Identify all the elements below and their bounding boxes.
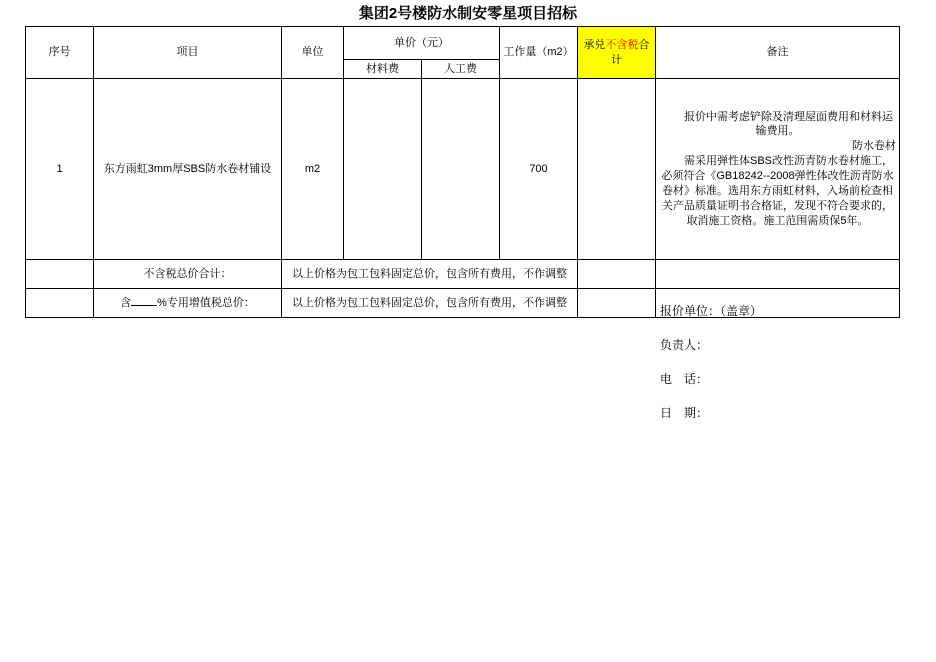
cell-remark	[656, 79, 900, 260]
signature-phone	[660, 373, 762, 385]
header-remark: 备注	[656, 27, 900, 79]
bid-table	[25, 26, 900, 318]
total-excl-tax-label: 不含税总价合计：	[94, 260, 282, 289]
header-material-fee: 材料费	[344, 60, 422, 79]
table-row	[26, 79, 900, 260]
header-unit-price-group: 单价（元）	[344, 27, 500, 60]
cell-item: 东方雨虹3mm厚SBS防水卷材铺设	[94, 79, 282, 260]
total-excl-tax-remark	[656, 260, 900, 289]
total-excl-tax-amount[interactable]	[578, 260, 656, 289]
total-incl-tax-label-prefix: 含	[120, 296, 132, 309]
cell-material-fee[interactable]	[344, 79, 422, 260]
remark-line-1: 报价中需考虑铲除及清理屋面费用和材料运输费用。	[684, 110, 893, 138]
cell-seq: 1	[26, 79, 94, 260]
cell-workload: 700	[500, 79, 578, 260]
total-incl-tax-label	[94, 289, 282, 318]
total-excl-tax-value: 以上价格为包工包料固定总价，包含所有费用，不作调整	[282, 260, 578, 289]
signature-date-label: 日	[660, 406, 685, 420]
page-title: 集团2号楼防水制安零星项目招标	[358, 5, 578, 22]
total-incl-tax-row	[26, 289, 900, 318]
cell-acceptance-total[interactable]	[578, 79, 656, 260]
signature-phone-label: 电	[660, 372, 685, 386]
total-excl-tax-row	[26, 260, 900, 289]
signature-company: 报价单位：（盖章）	[660, 304, 763, 318]
signature-principal: 负责人：	[660, 338, 709, 352]
header-acceptance-total	[578, 27, 656, 79]
header-labor-fee: 人工费	[422, 60, 500, 79]
total-incl-tax-label-suffix: %专用增值税总价：	[157, 296, 255, 309]
header-item: 项目	[94, 27, 282, 79]
header-acceptance-red: 不含税	[605, 38, 639, 51]
signature-date	[660, 407, 762, 419]
header-unit: 单位	[282, 27, 344, 79]
cell-labor-fee[interactable]	[422, 79, 500, 260]
signature-phone-label2: 话：	[684, 372, 709, 386]
signature-date-label2: 期：	[684, 406, 709, 420]
header-seq: 序号	[26, 27, 94, 79]
remark-line-2: 需采用弹性体SBS改性沥青防水卷材施工，必须符合《GB18242--2008弹性体改性沥青防水卷材》标准。选用东方雨虹材料，入场前检查相关产品质量证明书合格证，发现不符合要求的，取消施工资格。施工范围需质保5年。	[661, 155, 894, 227]
signature-block	[660, 305, 762, 441]
total-incl-tax-seq	[26, 289, 94, 318]
total-incl-tax-amount[interactable]	[578, 289, 656, 318]
header-acceptance-prefix: 承兑	[583, 38, 606, 51]
total-incl-tax-value: 以上价格为包工包料固定总价，包含所有费用，不作调整	[282, 289, 578, 318]
cell-unit: m2	[282, 79, 344, 260]
header-acceptance-suffix: 合计	[611, 38, 650, 66]
header-workload: 工作量（m2）	[500, 27, 578, 79]
tax-rate-blank[interactable]	[131, 305, 157, 306]
remark-line-1-tail: 防水卷材	[852, 140, 896, 153]
table-header-row	[26, 27, 900, 60]
total-excl-tax-seq	[26, 260, 94, 289]
